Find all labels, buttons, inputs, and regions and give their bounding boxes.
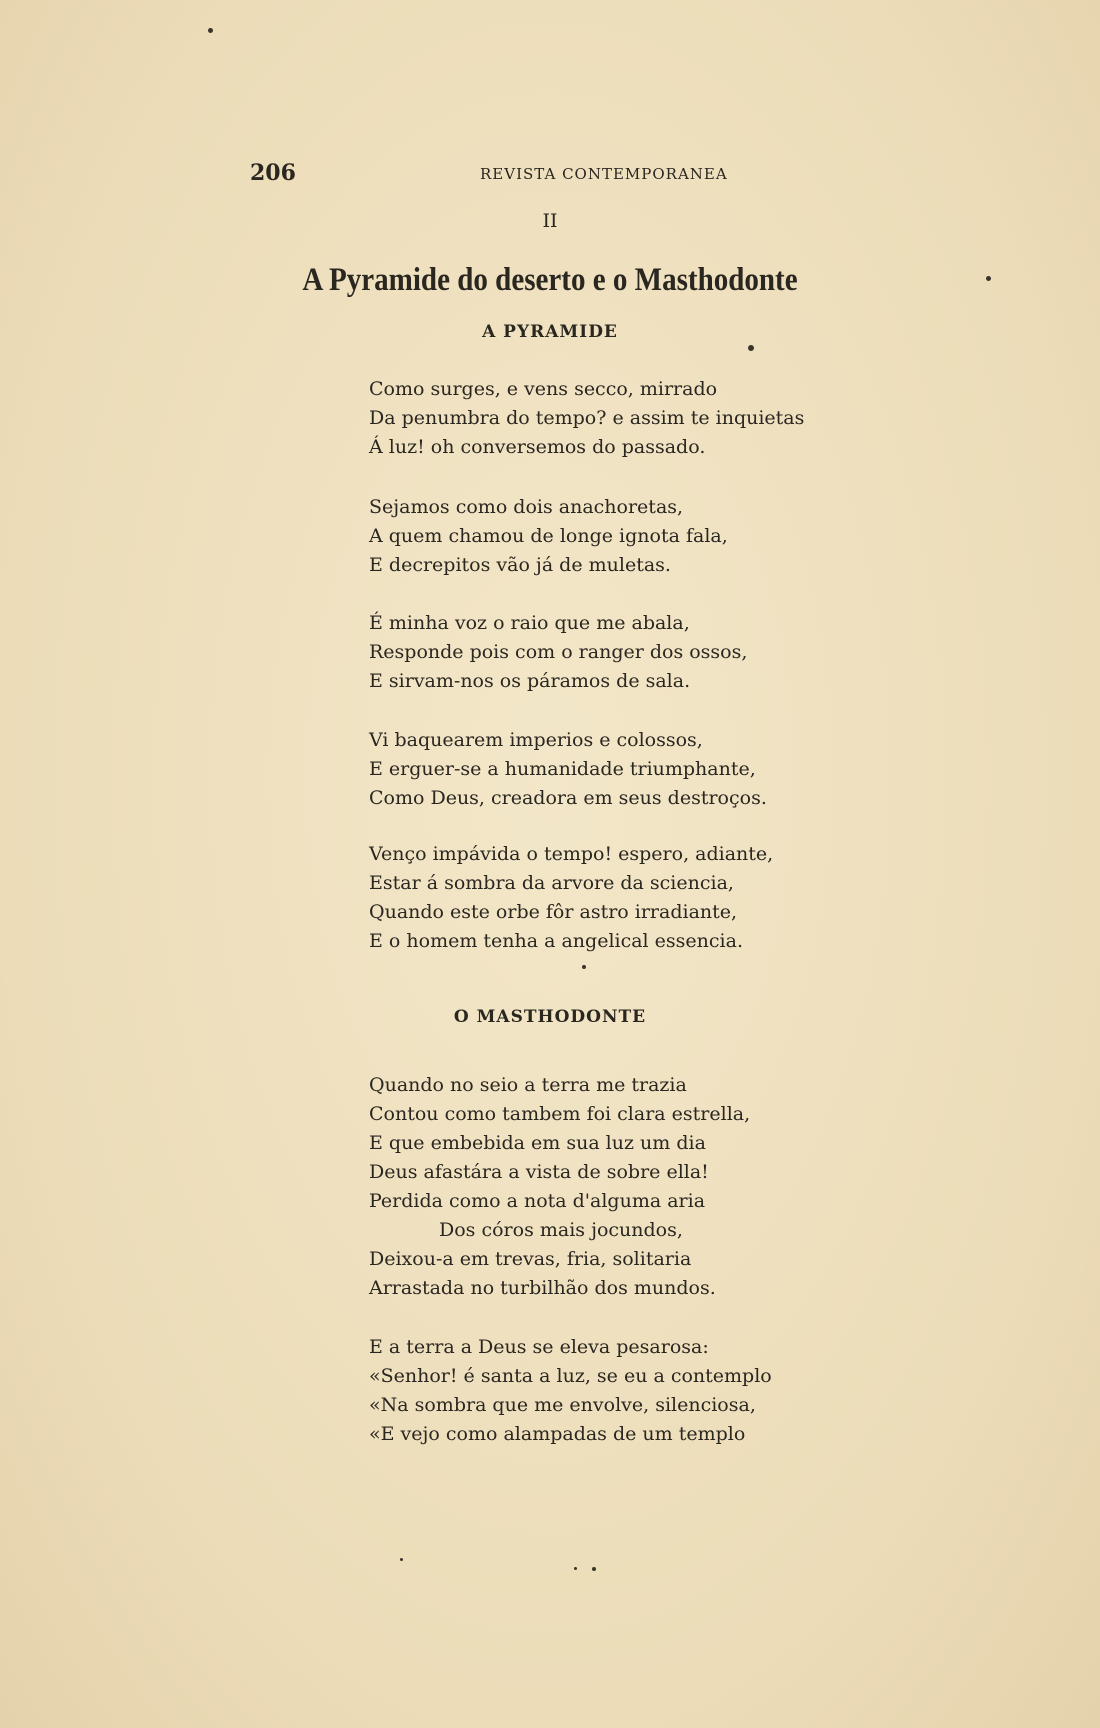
- verse-line: Contou como tambem foi clara estrella,: [369, 1103, 751, 1125]
- verse-line: «Senhor! é santa a luz, se eu a contemplo: [369, 1365, 772, 1387]
- stanza: [369, 1333, 889, 1449]
- verse-line: «E vejo como alampadas de um templo: [369, 1423, 746, 1445]
- verse-line: Arrastada no turbilhão dos mundos.: [369, 1277, 716, 1299]
- verse-line: Deus afastára a vista de sobre ella!: [369, 1161, 709, 1183]
- verse-line: Perdida como a nota d'alguma aria: [369, 1190, 706, 1212]
- verse-line: Como Deus, creadora em seus destroços.: [369, 787, 767, 809]
- verse-line: E erguer-se a humanidade triumphante,: [369, 758, 756, 780]
- stanza: [369, 726, 889, 813]
- paper-speck: [400, 1558, 403, 1561]
- verse-line: Da penumbra do tempo? e assim te inquietas: [369, 407, 805, 429]
- verse-line: Á luz! oh conversemos do passado.: [369, 436, 706, 458]
- poem-title: A Pyramide do deserto e o Masthodonte: [302, 262, 798, 298]
- verse-line: Deixou-a em trevas, fria, solitaria: [369, 1248, 692, 1270]
- verse-line: «Na sombra que me envolve, silenciosa,: [369, 1394, 756, 1416]
- verse-line: Como surges, e vens secco, mirrado: [369, 378, 718, 400]
- stanza: [369, 840, 889, 956]
- verse-line: Responde pois com o ranger dos ossos,: [369, 641, 748, 663]
- section-heading-pyramide: A PYRAMIDE: [482, 322, 618, 342]
- verse-line: E decrepitos vão já de muletas.: [369, 554, 671, 576]
- verse-line: Venço impávida o tempo! espero, adiante,: [369, 843, 774, 865]
- verse-line: Vi baquearem imperios e colossos,: [369, 729, 703, 751]
- section-heading-masthodonte: O MASTHODONTE: [453, 1007, 647, 1027]
- stanza: [369, 375, 889, 462]
- paper-speck: [574, 1567, 577, 1570]
- page-header: [250, 160, 728, 190]
- verse-line: A quem chamou de longe ignota fala,: [369, 525, 728, 547]
- verse-line: Quando no seio a terra me trazia: [369, 1074, 687, 1096]
- verse-line: E o homem tenha a angelical essencia.: [369, 930, 743, 952]
- stanza: [369, 609, 889, 696]
- verse-line: E que embebida em sua luz um dia: [369, 1132, 706, 1154]
- verse-line: E a terra a Deus se eleva pesarosa:: [369, 1336, 709, 1358]
- paper-speck: [582, 965, 586, 969]
- verse-line: Dos córos mais jocundos,: [439, 1219, 683, 1241]
- stanza: [369, 1071, 889, 1303]
- paper-speck: [592, 1567, 596, 1571]
- page-number: 206: [250, 160, 296, 186]
- verse-line: E sirvam-nos os páramos de sala.: [369, 670, 691, 692]
- stanza: [369, 493, 889, 580]
- part-number: II: [542, 210, 558, 232]
- verse-line: Sejamos como dois anachoretas,: [369, 496, 684, 518]
- verse-line: Estar á sombra da arvore da sciencia,: [369, 872, 734, 894]
- verse-line: Quando este orbe fôr astro irradiante,: [369, 901, 738, 923]
- paper-speck: [986, 276, 991, 281]
- paper-speck: [208, 28, 213, 33]
- paper-speck: [748, 345, 754, 351]
- verse-line: É minha voz o raio que me abala,: [369, 612, 690, 634]
- running-title: REVISTA CONTEMPORANEA: [480, 165, 728, 183]
